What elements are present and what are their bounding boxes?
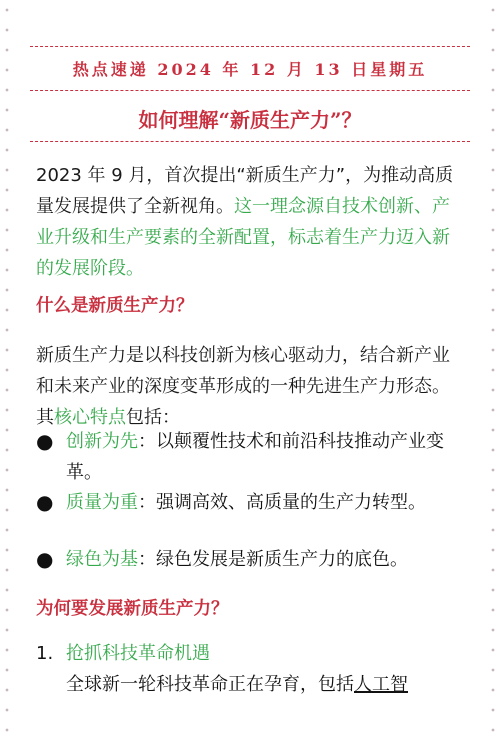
bullet-key: 绿色为基 xyxy=(66,549,138,570)
date-header xyxy=(30,46,470,90)
bullet-item xyxy=(36,487,464,518)
header-top-divider xyxy=(30,46,470,47)
definition-paragraph xyxy=(36,340,464,433)
definition-tail: 包括： xyxy=(126,407,180,428)
item-key: 抢抓科技革命机遇 xyxy=(66,643,210,664)
bullet-item xyxy=(36,544,464,575)
item-text: 全球新一轮科技革命正在孕育，包括 xyxy=(66,674,354,695)
bullet-key: 质量为重 xyxy=(66,492,138,513)
core-features-highlight: 核心特点 xyxy=(54,407,126,428)
bullet-text: ：绿色发展是新质生产力的底色。 xyxy=(138,549,408,570)
header-bottom-divider xyxy=(30,90,470,91)
section-heading-why: 为何要发展新质生产力？ xyxy=(36,599,229,619)
section-heading-what: 什么是新质生产力？ xyxy=(36,296,194,316)
item-underlined-text: 人工智 xyxy=(354,674,408,695)
right-dotted-border xyxy=(488,0,498,736)
bullet-dot-icon: ● xyxy=(36,490,54,514)
bullet-item xyxy=(36,426,464,488)
bullet-text: ：以颠覆性技术和前沿科技推动产业变革。 xyxy=(66,431,444,483)
article-title: 如何理解“新质生产力”？ xyxy=(138,108,362,132)
item-number: 1. xyxy=(36,643,54,664)
numbered-item xyxy=(36,638,464,700)
definition-text: 新质生产力是以科技创新为核心驱动力，结合新产业和未来产业的深度变革形成的一种先进生产力形态。其 xyxy=(36,345,450,428)
bullet-key: 创新为先 xyxy=(66,431,138,452)
bullet-dot-icon: ● xyxy=(36,547,54,571)
left-dotted-border xyxy=(2,0,12,736)
intro-plain-text: 2023 年 9 月，首次提出“新质生产力”，为推动高质量发展提供了全新视角。 xyxy=(36,165,454,217)
bullet-dot-icon: ● xyxy=(36,429,54,453)
intro-paragraph xyxy=(36,160,464,284)
intro-highlight-text: 这一理念源自技术创新、产业升级和生产要素的全新配置，标志着生产力迈入新的发展阶段。 xyxy=(36,196,450,279)
bullet-text: ：强调高效、高质量的生产力转型。 xyxy=(138,492,426,513)
title-divider xyxy=(30,141,470,142)
header-date-text: 热点速递 2024 年 12 月 13 日星期五 xyxy=(72,60,428,79)
